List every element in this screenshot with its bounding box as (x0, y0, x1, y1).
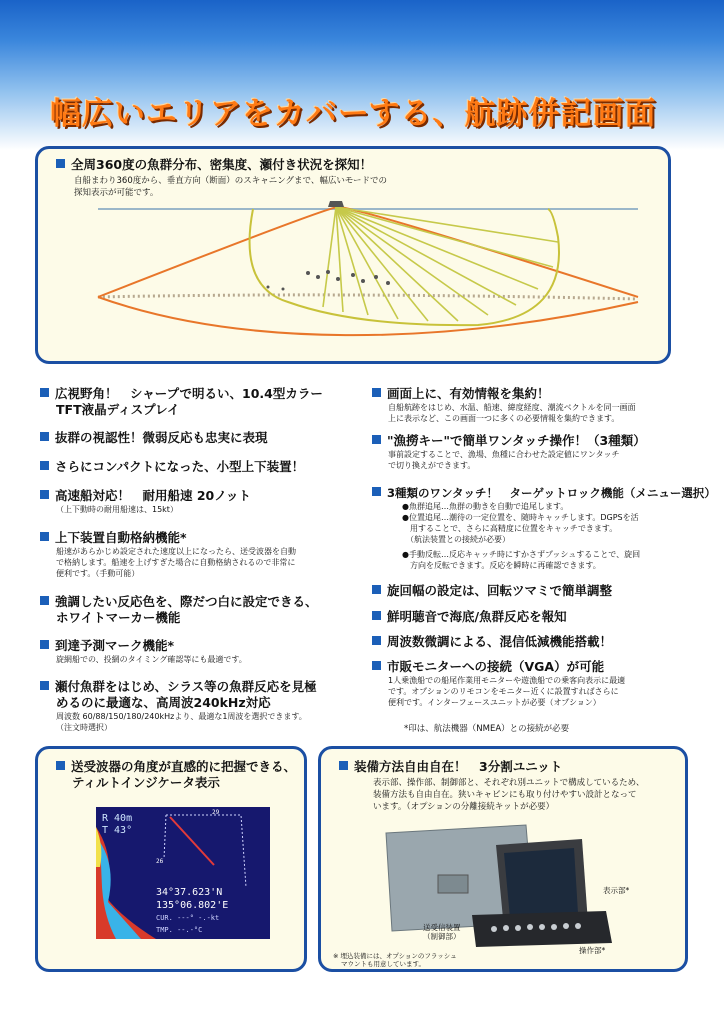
bullet-square-icon (372, 435, 381, 444)
nmea-note: *印は、航法機器（NMEA）との接続が必要 (404, 724, 570, 734)
current-readout: CUR. ---° -.-kt (156, 914, 220, 922)
bullet-square-icon (40, 532, 49, 541)
longitude-readout: 135°06.802'E (156, 900, 229, 911)
bullet-square-icon (372, 636, 381, 645)
feature-high-frequency: 瀬付魚群をはじめ、シラス等の魚群反応を見極 めるのに最適な、高周波240kHz対応 周波数 60/88/150/180/240kHzより、最適な1周波を選択できます。 （注文時選択） (40, 679, 317, 733)
feature-auto-retract: 上下装置自動格納機能* 船速があらかじめ設定された速度以上になったら、送受波器を自動 で格納します。船速を上げすぎた場合に自動格納されるので非常に 便利です。（手動可能） (40, 530, 296, 579)
range-readout: R 40m (102, 813, 133, 824)
feature-speed: 高速船対応！ 耐用船速 20ノット （上下動時の耐用船速は、15kt） (40, 488, 251, 515)
headline: 幅広いエリアをカバーする、航跡併記画面 (50, 96, 657, 132)
feature-interference: 周波数微調による、混信低減機能搭載！ (372, 634, 612, 650)
top-box-desc: 自船まわり360度から、垂直方向（断面）のスキャニングまで、幅広いモードでの 探知表示が可能です。 (74, 176, 388, 198)
label-operation-unit: 操作部* (579, 946, 606, 955)
feature-compact: さらにコンパクトになった、小型上下装置！ (40, 459, 304, 475)
unit-box-desc: 表示部、操作部、制御部と、それぞれ別ユニットで構成しているため、 装備方法も自由自在。狭いキャビンにも取り付けやすい設計となって います。（オプションの分離接続キットが必要） (373, 778, 645, 812)
bullet-square-icon (56, 761, 65, 770)
bullet-square-icon (372, 611, 381, 620)
flush-mount-footnote: ※ 埋込装備には、オプションのフラッシュ マウントも用意しています。 (333, 952, 457, 968)
bullet-square-icon (372, 487, 381, 496)
tilt-indicator-screen (96, 807, 270, 939)
bullet-square-icon (56, 159, 65, 168)
three-unit-photo (376, 819, 626, 949)
feature-lcd: 広視野角！ シャープで明るい、10.4型カラー TFT液晶ディスプレイ (40, 386, 323, 418)
temperature-readout: TMP. --.-°C (156, 926, 203, 934)
bullet-square-icon (40, 461, 49, 470)
sonar-beam-illustration (38, 197, 668, 362)
feature-target-lock: 3種類のワンタッチ！ ターゲットロック機能（メニュー選択） ●魚群追尾…魚群の動きを自動で追尾します。 ●位置追尾…潮待の一定位置を、随時キャッチします。DGPSを活 用することで、さらに高精度に位置をキャッチできます。 （航法装置との接続が必要） ●手動反転…反応キャッチ時にすかさずプッシュすることで、旋回 方向を反転できます。反応を瞬時に再確認できます。 (372, 485, 716, 571)
feature-visibility: 抜群の視認性！微弱反応も忠実に表現 (40, 430, 268, 446)
feature-vga: 市販モニターへの接続（VGA）が可能 1人乗漁船での船尾作業用モニターや遊漁船での乗客向表示に最適 です。オプションのリモコンをモニター近くに設置すればさらに 便利です。インターフェースユニットが必要（オプション） (372, 659, 625, 708)
feature-audio: 鮮明聴音で海底/魚群反応を報知 (372, 609, 567, 625)
scale-label-29: 29 (212, 809, 220, 816)
bullet-square-icon (40, 596, 49, 605)
feature-arrival-mark: 到達予測マーク機能* 旋網船での、投網のタイミング確認等にも最適です。 (40, 638, 247, 665)
label-display-unit: 表示部* (603, 886, 630, 895)
feature-rotation-width: 旋回幅の設定は、回転ツマミで簡単調整 (372, 583, 612, 599)
bullet-square-icon (40, 681, 49, 690)
sonar-diagram-panel (35, 146, 671, 364)
bullet-square-icon (40, 388, 49, 397)
bullet-square-icon (372, 661, 381, 670)
scale-label-26: 26 (156, 858, 164, 865)
bullet-square-icon (40, 432, 49, 441)
bullet-square-icon (40, 490, 49, 499)
bullet-square-icon (372, 585, 381, 594)
bullet-square-icon (372, 388, 381, 397)
latitude-readout: 34°37.623'N (156, 887, 223, 898)
top-box-title: 全周360度の魚群分布、密集度、瀬付き状況を探知！ (56, 157, 372, 173)
bullet-square-icon (40, 640, 49, 649)
feature-white-marker: 強調したい反応色を、際だつ白に設定できる、 ホワイトマーカー機能 (40, 594, 318, 626)
unit-box-title: 装備方法自由自在！ 3分割ユニット (339, 759, 562, 775)
label-control-unit: 送受信装置 （制御部） (423, 923, 461, 941)
three-unit-panel (318, 746, 688, 972)
feature-fishing-key: "漁撈キー"で簡単ワンタッチ操作！（3種類） 事前設定することで、漁場、魚種に合わせた設定値にワンタッチ で切り換えができます。 (372, 433, 646, 471)
tilt-box-title: 送受波器の角度が直感的に把握できる、 ティルトインジケータ表示 (56, 759, 296, 791)
tilt-readout: T 43° (102, 825, 133, 836)
bullet-square-icon (339, 761, 348, 770)
tilt-indicator-panel (35, 746, 307, 972)
feature-info-display: 画面上に、有効情報を集約！ 自船航跡をはじめ、水温、船速、緯度経度、潮流ベクトルを同一画面 上に表示など、この画面一つに多くの必要情報を集約できます。 (372, 386, 636, 424)
